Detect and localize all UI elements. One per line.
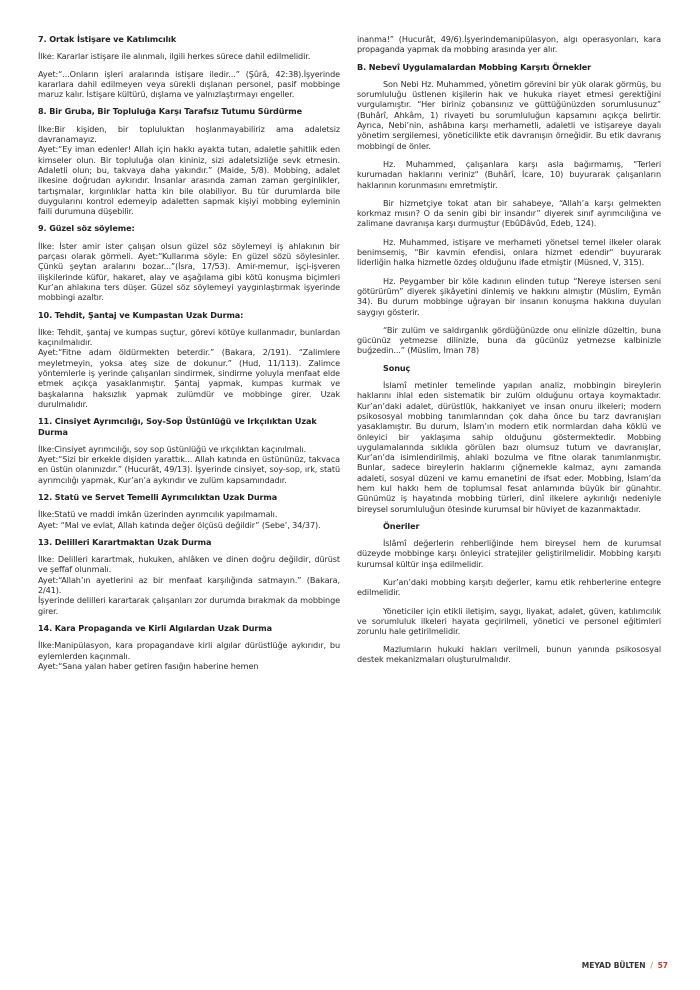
section-b-heading: B. Nebevî Uygulamalardan Mobbing Karşıtı Örnekler xyxy=(357,61,592,72)
section-8-principle: İlke:Bir kişiden, bir topluluktan hoşlanmayabiliriz ama adaletsiz davranamayız. xyxy=(38,123,340,145)
section-7-heading: 7. Ortak İstişare ve Katılımcılık xyxy=(38,34,177,44)
section-10-verse: Ayet:“Fitne adam öldürmekten beterdir.” (Bakara, 2/191). “Zalimlere meyletmeyin, yoksa ateş size de dokunur.” (Hud, 11/113). Zalimce yöntemlerle iş yerinde çalışanları sindirmek, sindirme yoluyla menfaat elde etmek açıkça yasaklanmıştır. Şantaj yapmak, kumpas kurmak ve başkalarına haksızlık yapmak zulümdür ve mobbinge girer. Uzak durulmalıdır. xyxy=(38,347,340,409)
section-7-verse: Ayet:“...Onların işleri aralarında istişare iledir...” (Şûrâ, 42:38).İşyerinde kararlara dahil edilmeyen veya sürekli dışlanan personel, pasif mobbinge maruz kalır. İstişare kültürü, dışlama ve yalnızlaştırmayı engeller. xyxy=(38,68,340,100)
section-8-verse: Ayet:“Ey iman edenler! Allah için hakkı ayakta tutan, adaletle şahitlik eden kimseler olun. Bir topluluğa olan kininiz, sizi adaletsizliğe sevk etmesin. Adaletli olun; bu, takvaya daha yakındır.” (Maide, 5/8). Mobbing, adalet ilkesine doğrudan aykırıdır. İnsanlar arasında zaman zaman gerginlikler, tartışmalar, kırgınlıklar hatta kin bile olabiliyor. Bu tür durumlarda bile duygularını kontrol edemeyip adaletten sapmak kişiyi mobbing eyleminin faili durumuna düşebilir. xyxy=(38,144,340,217)
recommendation-3: Yöneticiler için etikli iletişim, saygı, liyakat, adalet, güven, katılımcılık ve sorumluluk ilkeleri hayata geçirilmeli, yönetici ve personel eğitimleri zorunlu hale getirilmelidir. xyxy=(357,605,661,637)
section-b-paragraph-1: Son Nebi Hz. Muhammed, yönetim görevini bir yük olarak görmüş, bu sorumluluğu üstlenen kişilerin hak ve hukuka riayet etmesi gerektiğini vurgulamıştır. “Her biriniz çobansınız ve güttüğünüzden sorumlusunuz” (Buhârî, Ahkâm, 1) rivayeti bu sorumluluğun kapsamını açıkça belirtir. Ayrıca, Nebi’nin, ashâbına karşı merhametli, adaletli ve istişareye dayalı yönetim sergilemesi, yöneticilikte etik davranışın örneğidir. Bu etik davranış mobbingi de önler. xyxy=(357,78,661,151)
recommendation-2: Kur’an’daki mobbing karşıtı değerler, kamu etik rehberlerine entegre edilmelidir. xyxy=(357,577,661,598)
section-11-heading: 11. Cinsiyet Ayrımcılığı, Soy-Sop Üstünlüğü ve Irkçılıktan Uzak Durma xyxy=(38,416,317,437)
section-b-paragraph-4: Hz. Muhammed, istişare ve merhameti yönetsel temel ilkeler olarak benimsemiş, "Bir kavmin efendisi, onlara hizmet edendir" buyurarak liderliğin halka hizmetle özdeş olduğunu ifade etmiştir (Müsned, V, 315). xyxy=(357,236,661,268)
section-12-principle: İlke:Statü ve maddi imkân üzerinden ayrımcılık yapılmamalı. xyxy=(38,509,278,520)
section-11-principle: İlke:Cinsiyet ayrımcılığı, soy sop üstünlüğü ve ırkçılıktan kaçınılmalı. xyxy=(38,443,306,454)
section-14-continuation: inanma!” (Hucurât, 49/6).İşyerindemanipülasyon, algı operasyonları, kara propaganda yapmak da mobbing arasında yer alır. xyxy=(357,34,661,55)
section-9-text: İlke: İster amir ister çalışan olsun güzel söz söylemeyi iş ahlakının bir parçası olarak görmeli. Ayet:“Kullarıma söyle: En güzel sözü söylesinler. Çünkü şeytan aralarını bozar...”(İsra, 17/53). Amir-memur, işçi-işveren ilişkilerinde küfür, hakaret, alay ve aşağılama gibi kötü konuşma biçimleri Kur’an ahlakına ters düşer. Güzel söz söylemeyi yaygınlaştırmak işyerinde mobbingi azaltır. xyxy=(38,240,340,303)
section-b-paragraph-3: Bir hizmetçiye tokat atan bir sahabeye, “Allah’a karşı gelmekten korkmaz mısın? O da senin gibi bir insandır” diyerek sınıf ayrımcılığına ve zalimane davranışa karşı durmuştur (EbûDâvûd, Edeb, 124). xyxy=(357,197,661,229)
section-9-heading: 9. Güzel söz söyleme: xyxy=(38,223,135,234)
page-number: 57 xyxy=(657,961,668,970)
recommendation-1: İslâmî değerlerin rehberliğinde hem bireysel hem de kurumsal düzeyde mobbinge karşı önleyici stratejiler geliştirilmelidir. Mobbing karşıtı kurumsal kültür inşa edilmelidir. xyxy=(357,538,661,569)
publication-name: MEYAD BÜLTEN xyxy=(581,961,646,970)
recommendations-heading: Öneriler xyxy=(383,520,420,531)
section-12-heading: 12. Statü ve Servet Temelli Ayrımcılıktan Uzak Durma xyxy=(38,491,278,502)
section-b-paragraph-2: Hz. Muhammed, çalışanlara karşı asla bağırmamış, "Terleri kurumadan haklarını veriniz" (Buhârî, İcare, 10) buyurarak çalışanların haklarının korunmasını emretmiştir. xyxy=(357,158,661,190)
section-12-verse: Ayet: “Mal ve evlat, Allah katında değer ölçüsü değildir” (Sebe’, 34/37). xyxy=(38,519,321,530)
section-8-heading: 8. Bir Gruba, Bir Topluluğa Karşı Tarafsız Tutumu Sürdürme xyxy=(38,106,302,117)
section-13-verse: Ayet:“Allah’ın ayetlerini az bir menfaat karşılığında satmayın.” (Bakara, 2/41). xyxy=(38,574,340,596)
section-10-principle: İlke: Tehdit, şantaj ve kumpas suçtur, görevi kötüye kullanmadır, bunlardan kaçınılmalıdır. xyxy=(38,326,340,348)
section-14-principle: İlke:Manipülasyon, kara propagandave kirli algılar dürüstlüğe aykırıdır, bu eylemlerden kaçınmalı. xyxy=(38,640,340,661)
section-13-note: İşyerinde delilleri karartarak çalışanları zor durumda bırakmak da mobbinge girer. xyxy=(38,595,340,616)
section-7-principle: İlke: Kararlar istişare ile alınmalı, ilgili herkes sürece dahil edilmelidir. xyxy=(38,51,311,62)
section-14-verse: Ayet:“Sana yalan haber getiren fasığın haberine hemen xyxy=(38,660,259,671)
footer-separator: / xyxy=(650,961,653,970)
section-14-heading: 14. Kara Propaganda ve Kirli Algılardan Uzak Durma xyxy=(38,622,272,633)
section-11-verse: Ayet:“Sizi bir erkekle dişiden yarattık... Allah katında en üstününüz, takvaca en üstün olanınızdır.” (Hucurât, 49/13). İşyerinde cinsiyet, soy-sop, ırk, statü ayrımcılığı yapmak, Kur’an’a aykırıdır ve zulüm kapsamındadır. xyxy=(38,454,340,485)
recommendation-4: Mazlumların hukuki hakları verilmeli, bunun yanında psikososyal destek mekanizmaları oluşturulmalıdır. xyxy=(357,643,661,664)
section-b-paragraph-5: Hz. Peygamber bir köle kadının elinden tutup “Nereye istersen seni götürürüm” diyerek şikâyetini dinlemiş ve hakkını almıştır (Müslim, Eymân 34). Bu durum mobbinge uğrayan bir insanın konuşma hakkına duyulan saygıyı gösterir. xyxy=(357,275,661,317)
section-b-paragraph-6: “Bir zulüm ve saldırganlık gördüğünüzde onu elinizle düzeltin, buna gücünüz yetmezse dilinizle, buna da gücünüz yetmezse kalbinizle buğzedin...” (Müslim, İman 78) xyxy=(357,324,661,356)
right-column xyxy=(357,34,661,671)
page-footer xyxy=(582,961,668,970)
section-13-principle: İlke: Delilleri karartmak, hukuken, ahlâken ve dinen doğru değildir, dürüst ve şeffaf olunmalı. xyxy=(38,554,340,575)
section-13-heading: 13. Delilleri Karartmaktan Uzak Durma xyxy=(38,536,212,547)
conclusion-heading: Sonuç xyxy=(383,362,411,373)
section-10-heading: 10. Tehdit, Şantaj ve Kumpastan Uzak Durma: xyxy=(38,309,244,320)
left-column xyxy=(38,34,340,678)
conclusion-paragraph: İslamî metinler temelinde yapılan analiz, mobbingin bireylerin haklarını ihlal eden sistematik bir zulüm olduğunu ortaya koymaktadır. Kur’an’daki adalet, dürüstlük, hakkaniyet ve insan onuru ilkeleri; modern psikososyal mobbing tanımlarından çok daha önce bu tarz davranışları yasaklamıştır. Bu durum, İslam’ın modern etik normlardan daha köklü ve önleyici bir yaklaşıma sahip olduğunu göstermektedir. Mobbing uygulamalarında sıklıkla görülen bazı olumsuz tutum ve davranışlar, Kur’an’da isimlendirilmiş, ahlaki bozulma ve fitne olarak tanımlanmıştır. Bunlar, sadece bireylerin haklarını çiğnemekle kalmaz, aynı zamanda adaleti, sosyal düzeni ve kamu emanetini de ifsat eder. Mobbing, İslam’da hem kul hakkı hem de toplumsal fesat anlamında büyük bir günahtır. Günümüz iş hayatında mobbing türleri, dinî ilkelere aykırılığı nedeniyle bireysel sorumluluğun ötesinde kurumsal bir hüviyet de kazanmaktadır. xyxy=(357,380,661,514)
